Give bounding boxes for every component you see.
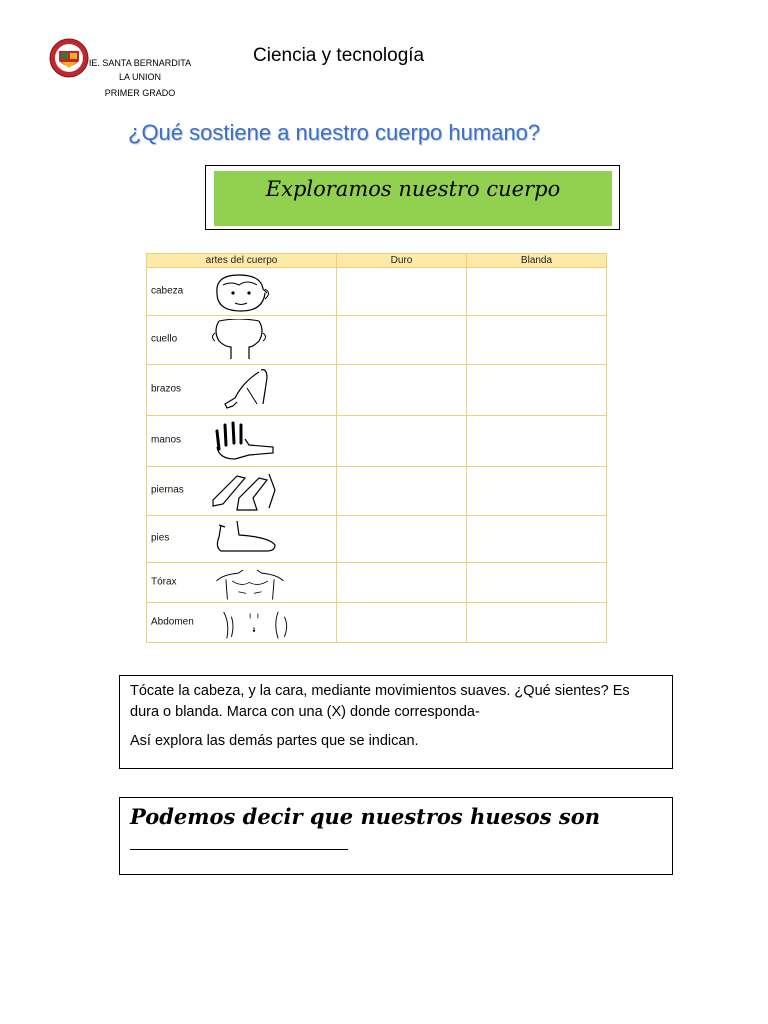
part-cell (147, 416, 337, 467)
table-row (147, 603, 607, 643)
banner-background (214, 171, 612, 226)
part-cell (147, 365, 337, 416)
soft-cell[interactable] (467, 516, 607, 563)
school-line-2: LA UNION (118, 72, 161, 82)
header-parts: artes del cuerpo (147, 254, 337, 268)
hard-cell[interactable] (337, 467, 467, 516)
activity-banner (205, 165, 620, 230)
hard-cell[interactable] (337, 268, 467, 316)
part-cell (147, 516, 337, 563)
table-row (147, 563, 607, 603)
table-row (147, 365, 607, 416)
hard-cell[interactable] (337, 365, 467, 416)
conclusion-text: Podemos decir que nuestros huesos son (130, 804, 601, 829)
instruction-text-2: Así explora las demás partes que se indican. (130, 733, 419, 749)
soft-cell[interactable] (467, 268, 607, 316)
part-cell (147, 467, 337, 516)
foot-icon (209, 519, 279, 561)
hard-cell[interactable] (337, 316, 467, 365)
hard-cell[interactable] (337, 516, 467, 563)
banner-title: Exploramos nuestro cuerpo (265, 177, 561, 201)
soft-cell[interactable] (467, 365, 607, 416)
head-icon (209, 271, 279, 313)
part-label: manos (151, 434, 182, 446)
hard-cell[interactable] (337, 563, 467, 603)
answer-blank-line[interactable] (130, 849, 348, 850)
header-hard: Duro (337, 254, 467, 268)
soft-cell[interactable] (467, 416, 607, 467)
torso-icon (215, 563, 285, 605)
instructions-box (119, 675, 673, 769)
part-label: Tórax (151, 575, 177, 587)
table-row (147, 467, 607, 516)
part-label: cuello (151, 333, 178, 345)
table-row (147, 316, 607, 365)
abdomen-icon (219, 605, 289, 647)
hard-cell[interactable] (337, 603, 467, 643)
arm-icon (217, 368, 287, 410)
soft-cell[interactable] (467, 563, 607, 603)
part-label: Abdomen (151, 615, 194, 627)
page-title: ¿Qué sostiene a nuestro cuerpo humano? (128, 120, 541, 145)
part-label: brazos (151, 383, 182, 395)
conclusion-box (119, 797, 673, 875)
part-cell (147, 563, 337, 603)
part-label: pies (151, 532, 170, 544)
school-crest-icon (49, 37, 89, 79)
table-header-row (147, 254, 607, 268)
subject-title: Ciencia y tecnología (253, 45, 425, 66)
soft-cell[interactable] (467, 467, 607, 516)
instruction-text: Tócate la cabeza, y la cara, mediante movimientos suaves. ¿Qué sientes? Es dura o blanda. Marca con una (X) donde corresponda- (130, 683, 630, 720)
school-line-3: PRIMER GRADO (104, 88, 176, 98)
part-cell (147, 316, 337, 365)
table-row (147, 268, 607, 316)
neck-icon (205, 319, 275, 361)
part-label: cabeza (151, 284, 184, 296)
body-parts-table (146, 253, 607, 643)
part-label: piernas (151, 484, 184, 496)
school-line-1: IE. SANTA BERNARDITA (88, 58, 192, 68)
hard-cell[interactable] (337, 416, 467, 467)
soft-cell[interactable] (467, 603, 607, 643)
legs-icon (209, 470, 279, 512)
header-soft: Blanda (467, 254, 607, 268)
table-row (147, 516, 607, 563)
hand-icon (209, 419, 279, 461)
school-name (84, 55, 196, 103)
soft-cell[interactable] (467, 316, 607, 365)
part-cell (147, 603, 337, 643)
part-cell (147, 268, 337, 316)
table-row (147, 416, 607, 467)
